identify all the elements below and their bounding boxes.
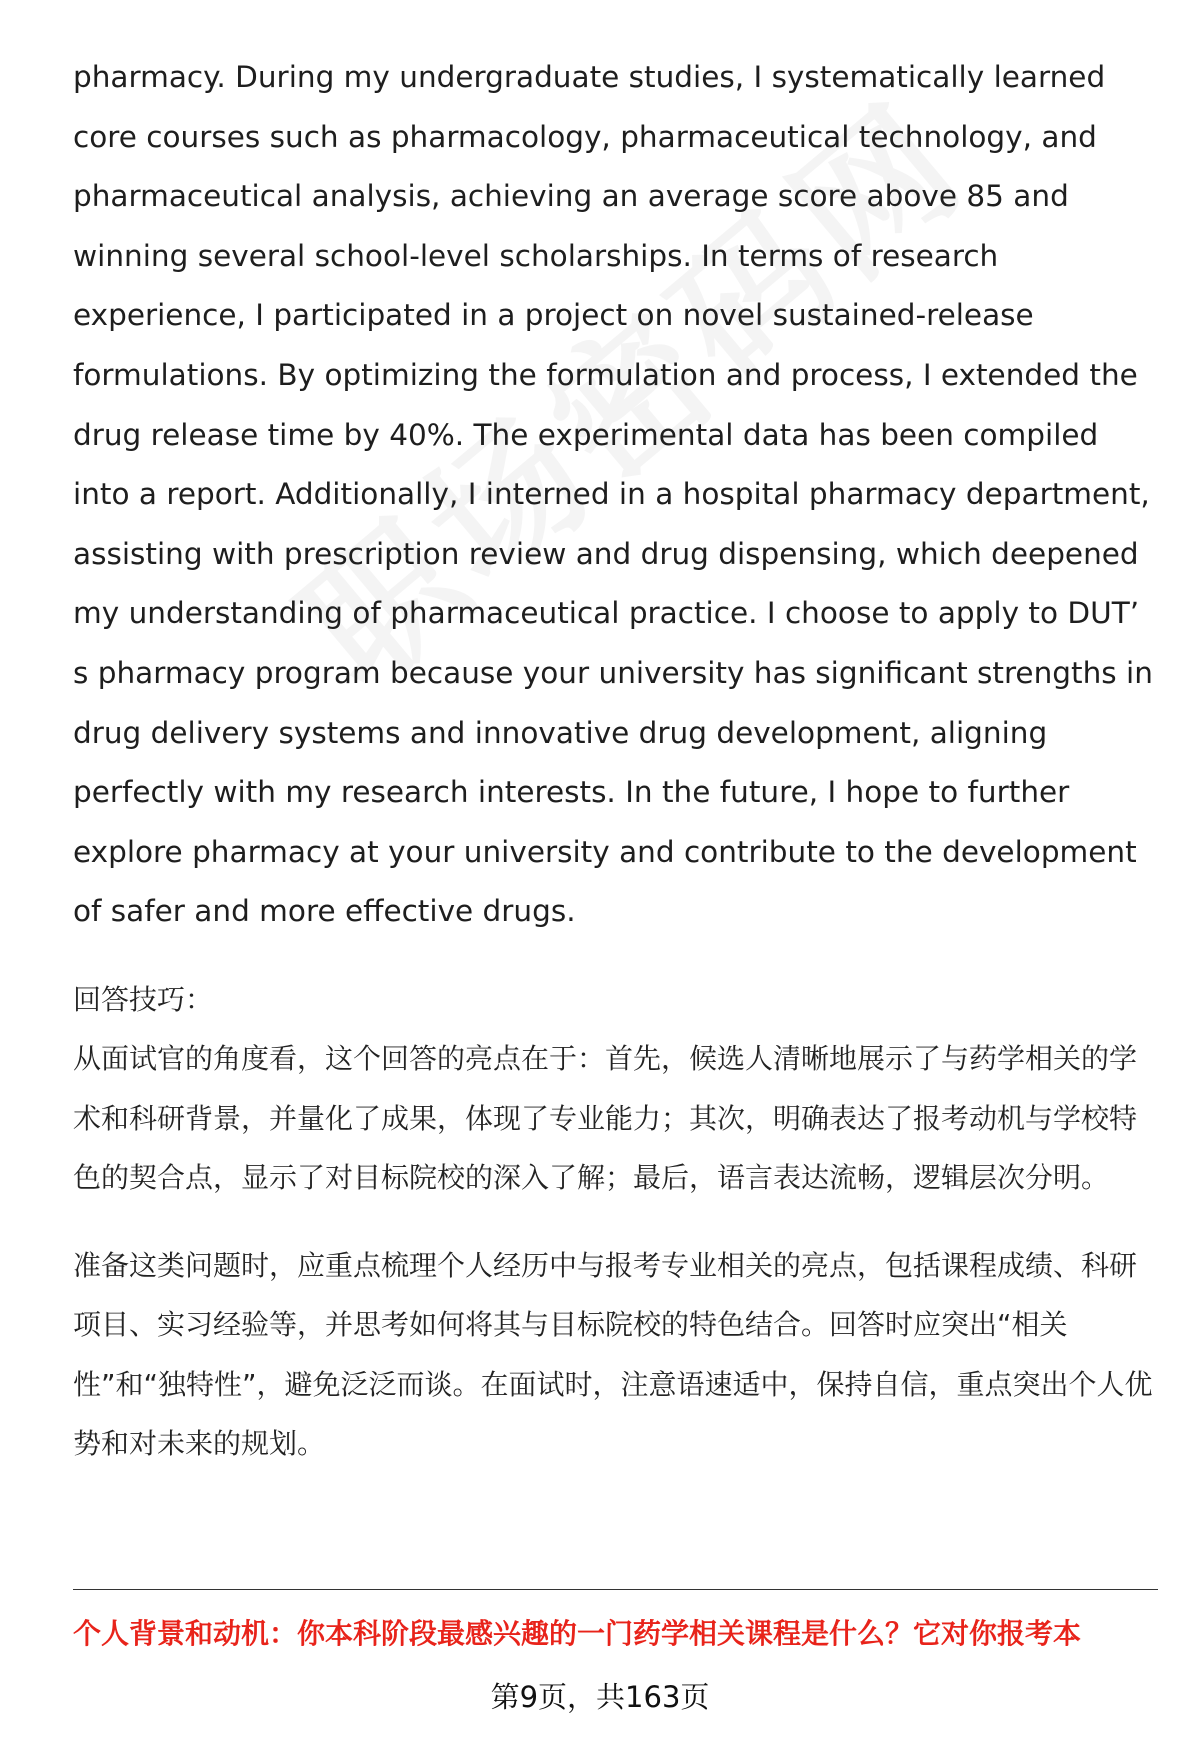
tips-paragraph-1: 从面试官的角度看，这个回答的亮点在于：首先，候选人清晰地展示了与药学相关的学术和科研背景，并量化了成果，体现了专业能力；其次，明确表达了报考动机与学校特色的契合点，显示了对目标院校的深入了解；最后，语言表达流畅，逻辑层次分明。	[73, 1042, 1138, 1195]
next-question-heading: 个人背景和动机：你本科阶段最感兴趣的一门药学相关课程是什么？它对你报考本	[73, 1617, 1082, 1650]
english-answer-paragraph: pharmacy. During my undergraduate studies, I systematically learned core courses such as pharmacology, pharmaceutical technology, and pharmaceutical analysis, achieving an average score above 85 and winning several school-level scholarships. In terms of research experience, I participated in a project on novel sustained-release formulations. By optimizing the formulation and process, I extended the drug release time by 40%. The experimental data has been compiled into a report. Additionally, I interned in a hospital pharmacy department, assisting with prescription review and drug dispensing, which deepened my understanding of pharmaceutical practice. I choose to apply to DUT’ s pharmacy program because your university has significant strengths in drug delivery systems and innovative drug development, aligning perfectly with my research interests. In the future, I hope to further explore pharmacy at your university and contribute to the development of safer and more effective drugs.	[73, 60, 1153, 929]
tips-paragraph-2: 准备这类问题时，应重点梳理个人经历中与报考专业相关的亮点，包括课程成绩、科研项目、实习经验等，并思考如何将其与目标院校的特色结合。回答时应突出“相关性”和“独特性”，避免泛泛而谈。在面试时，注意语速适中，保持自信，重点突出个人优势和对未来的规划。	[73, 1248, 1153, 1461]
document-body	[73, 48, 1163, 1474]
page-number: 第9页，共163页	[490, 1680, 710, 1714]
tips-heading: 回答技巧：	[73, 982, 214, 1016]
section-divider	[73, 1589, 1158, 1590]
